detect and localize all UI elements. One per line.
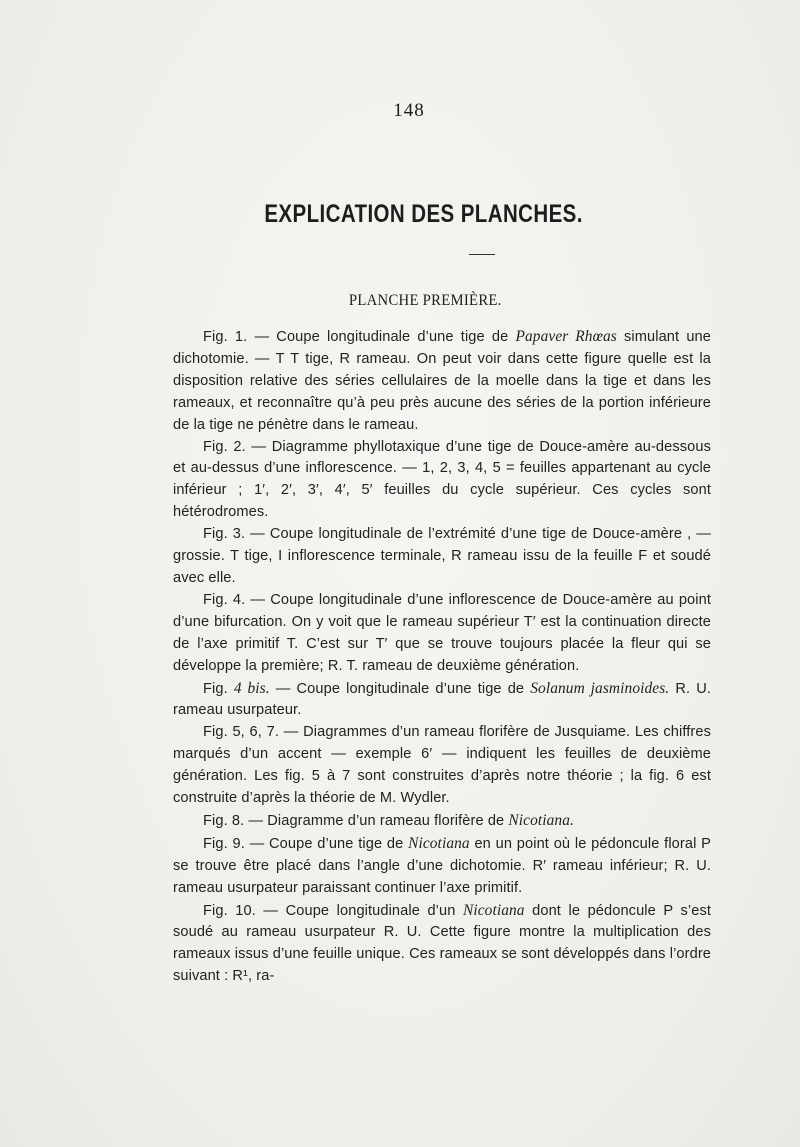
- figure-paragraph: [173, 810, 711, 833]
- figure-explanations: [173, 326, 711, 988]
- paragraph-text: — Coupe longitudinale d’une tige de: [269, 680, 531, 697]
- figure-paragraph: [173, 437, 711, 525]
- paragraph-text: Fig. 3. — Coupe longitudinale de l’extrémité d’une tige de Douce-amère , — grossie. T tige, I inflorescence terminale, R rameau issu de la feuille F et soudé avec elle.: [173, 526, 711, 586]
- paragraph-text: Fig.: [203, 680, 234, 697]
- page-number: 148: [393, 100, 425, 121]
- section-heading: PLANCHE PREMIÈRE.: [348, 292, 502, 309]
- figure-paragraph: [173, 326, 711, 437]
- paragraph-text: Fig. 2. — Diagramme phyllotaxique d’une tige de Douce-amère au-dessous et au-dessus d’une inflorescence. — 1, 2, 3, 4, 5 = feuilles appartenant au cycle inférieur ; 1′, 2′, 3′, 4′, 5′ feuilles du cycle supérieur. Ces cycles sont hétérodromes.: [173, 438, 711, 521]
- italic-text: Nicotiana.: [508, 811, 574, 829]
- italic-text: Papaver Rhœas: [515, 328, 617, 345]
- paragraph-text: dont le pédoncule P s’est soudé au rameau usurpateur R. U. Cette figure montre la multiplication des rameaux issus d’une feuille unique. Ces rameaux se sont développés dans l’ordre suivant : R¹, ra-: [173, 902, 711, 985]
- italic-text: Nicotiana: [463, 901, 525, 919]
- italic-text: Solanum jasminoides.: [530, 679, 670, 697]
- paragraph-text: R. U. rameau usurpateur.: [173, 680, 711, 719]
- figure-paragraph: [173, 722, 711, 810]
- figure-paragraph: [173, 524, 711, 590]
- paragraph-text: Fig. 1. — Coupe longitudinale d’une tige de: [203, 329, 516, 345]
- paragraph-text: Fig. 5, 6, 7. — Diagrammes d’un rameau florifère de Jusquiame. Les chiffres marqués d’un accent — exemple 6′ — indiquent les feuilles de deuxième génération. Les fig. 5 à 7 sont construites d’après notre théorie ; la fig. 6 est construite d’après la théorie de M. Wydler.: [173, 724, 711, 807]
- paragraph-text: Fig. 10. — Coupe longitudinale d’un: [203, 902, 463, 919]
- paragraph-text: Fig. 4. — Coupe longitudinale d’une inflorescence de Douce-amère au point d’une bifurcation. On y voit que le rameau supérieur T′ est la continuation directe de l’axe primitif T. C’est sur T′ que se trouve toujours placée la fleur qui se développe la première; R. T. rameau de deuxième génération.: [173, 591, 711, 674]
- figure-paragraph: [173, 590, 711, 678]
- title-divider: [469, 254, 495, 255]
- figure-paragraph: [173, 833, 711, 900]
- paragraph-text: en un point où le pédoncule floral P se trouve être placé dans l’angle d’une dichotomie. R′ rameau inférieur; R. U. rameau usurpateur paraissant continuer l’axe primitif.: [173, 835, 711, 896]
- figure-paragraph: [173, 900, 711, 989]
- italic-text: 4 bis.: [233, 679, 270, 697]
- figure-paragraph: [173, 678, 711, 723]
- paragraph-text: Fig. 8. — Diagramme d’un rameau florifère de: [203, 812, 509, 829]
- paragraph-text: Fig. 9. — Coupe d’une tige de: [203, 835, 409, 852]
- paragraph-text: simulant une dichotomie. — T T tige, R rameau. On peut voir dans cette figure quelle est la disposition relative des séries cellulaires de la moelle dans la tige et dans les rameaux, et reconnaître qu’à peu près aucune des séries de la portion inférieure de la tige ne pénètre dans le rameau.: [173, 329, 711, 433]
- italic-text: Nicotiana: [408, 834, 470, 852]
- page-title: EXPLICATION DES PLANCHES.: [264, 200, 583, 228]
